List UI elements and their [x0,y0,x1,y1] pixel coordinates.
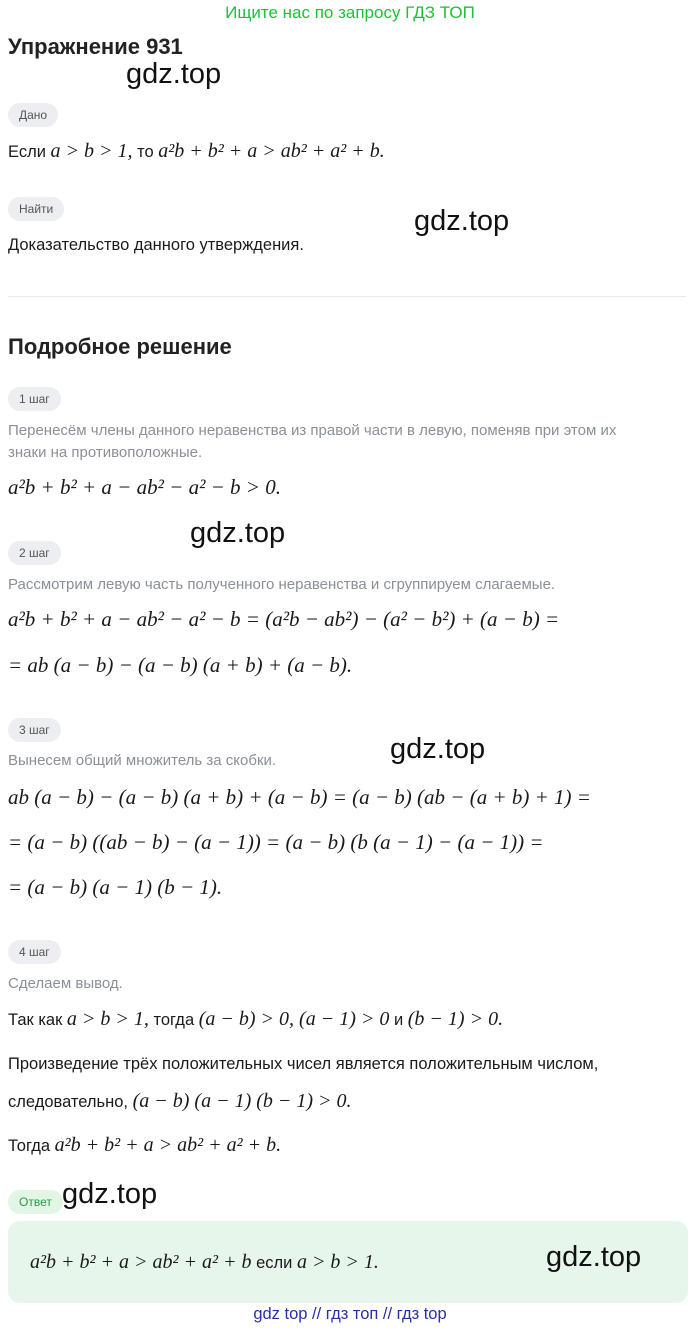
step-2-formula-line-2: = ab (a − b) − (a − b) (a + b) + (a − b). [8,653,353,677]
answer-if-word: если [256,1254,293,1272]
step-3-description: Вынесем общий множитель за скобки. [8,752,277,769]
step-1-description-line-1: Перенесём члены данного неравенства из правой части в левую, поменяв при этом их [8,422,617,439]
positive-factor-last: (b − 1) > 0. [407,1008,504,1030]
footer-links[interactable]: gdz top // гдз топ // гдз top [253,1305,447,1323]
given-condition: a > b > 1, [50,140,133,162]
step-4-label: 4 шаг [8,940,61,964]
find-text: Доказательство данного утверждения. [8,236,304,254]
divider [8,296,686,297]
hence-word: следовательно, [8,1093,128,1111]
final-line [8,1134,281,1157]
product-inequality: (a − b) (a − 1) (b − 1) > 0. [132,1090,352,1112]
given-prefix: Если [8,143,46,161]
final-inequality: a²b + b² + a > ab² + a² + b. [54,1134,282,1156]
step-3-label: 3 шаг [8,718,61,742]
answer-condition: a > b > 1. [296,1251,379,1273]
watermark: gdz.top [390,733,486,765]
given-label: Дано [8,103,58,127]
step-2-formula-line-1: a²b + b² + a − ab² − a² − b = (a²b − ab²) − (a² − b²) + (a − b) = [8,607,560,631]
given-then-word: то [137,143,154,161]
watermark: gdz.top [546,1241,642,1273]
given-inequality: a²b + b² + a > ab² + a² + b. [158,140,385,162]
step-4-description: Сделаем вывод. [8,975,123,992]
product-statement: Произведение трёх положительных чисел является положительным числом, [8,1055,599,1073]
step-1-description-line-2: знаки на противоположные. [8,444,203,461]
solution-title: Подробное решение [8,334,232,359]
watermark: gdz.top [414,205,510,237]
final-word: Тогда [8,1137,51,1155]
step-3-formula-line-1: ab (a − b) − (a − b) (a + b) + (a − b) = (a − b) (ab − (a + b) + 1) = [8,785,591,809]
watermark: gdz.top [126,58,222,90]
and-word: и [393,1011,404,1029]
then-word: тогда [153,1011,195,1029]
find-label: Найти [8,197,64,221]
step-1-label: 1 шаг [8,387,61,411]
positive-factors: (a − b) > 0, (a − 1) > 0 [198,1008,390,1030]
step-4-since-line [8,1008,503,1031]
step-2-label: 2 шаг [8,541,61,565]
answer-text [30,1251,379,1274]
since-condition: a > b > 1, [66,1008,149,1030]
step-3-formula-line-3: = (a − b) (a − 1) (b − 1). [8,875,223,899]
answer-label: Ответ [8,1190,63,1214]
hence-line [8,1090,352,1113]
step-2-description: Рассмотрим левую часть полученного неравенства и сгруппируем слагаемые. [8,576,556,593]
given-statement [8,140,385,163]
page-title: Упражнение 931 [8,34,183,59]
answer-inequality: a²b + b² + a > ab² + a² + b [30,1251,252,1273]
since-word: Так как [8,1011,63,1029]
watermark: gdz.top [62,1178,158,1210]
step-1-formula: a²b + b² + a − ab² − a² − b > 0. [8,475,281,499]
watermark: gdz.top [190,517,286,549]
search-banner: Ищите нас по запросу ГДЗ ТОП [225,3,475,22]
step-3-formula-line-2: = (a − b) ((ab − b) − (a − 1)) = (a − b) (b (a − 1) − (a − 1)) = [8,830,544,854]
